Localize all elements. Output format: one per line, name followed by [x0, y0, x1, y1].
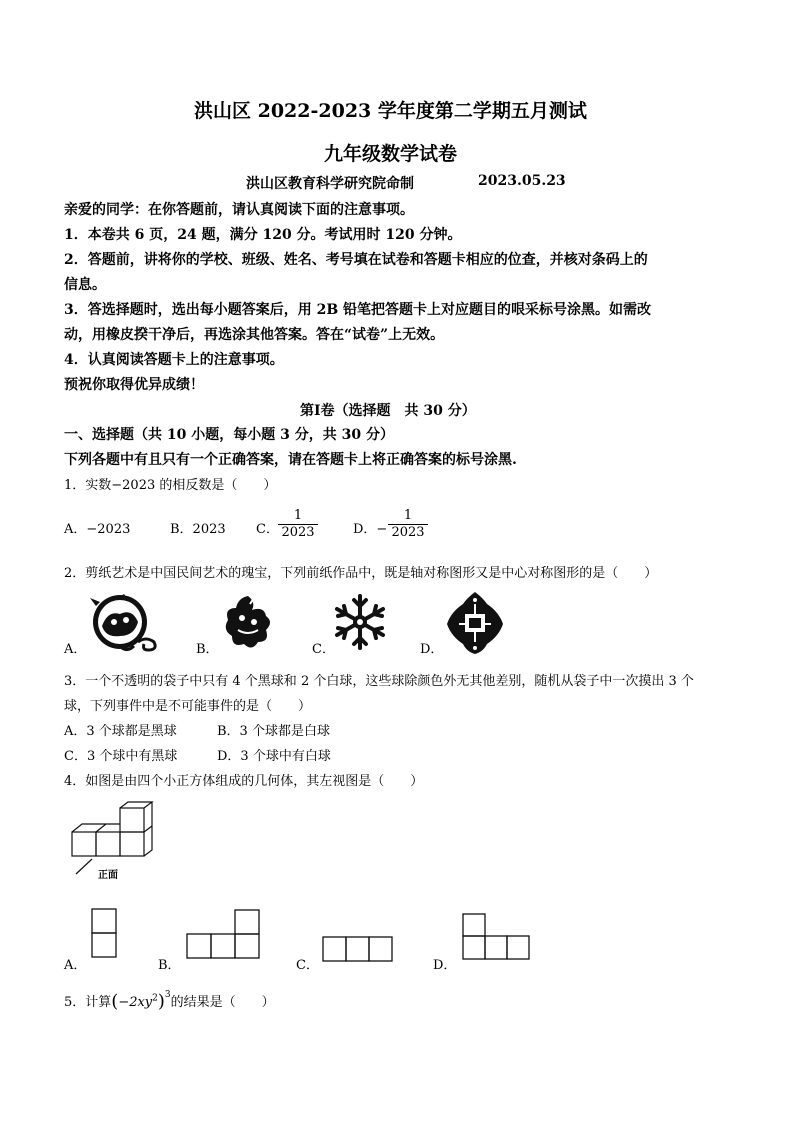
q4-option-c: C． — [296, 958, 319, 973]
q5-stem-suffix: 的结果是（ ） — [170, 995, 275, 1010]
notice-item-4: 4．认真阅读答题卡上的注意事项。 — [64, 352, 284, 368]
papercut-ornament-image — [443, 590, 507, 656]
q5-expression-body: −2xy — [118, 995, 153, 1010]
notice-greeting: 亲爱的同学：在你答题前，请认真阅读下面的注意事项。 — [64, 202, 414, 218]
q1-option-c-numerator: 1 — [293, 508, 303, 523]
q4-front-label: 正面 — [98, 870, 118, 881]
q3-stem-line-2: 球，下列事件中是不可能事件的是（ ） — [64, 699, 312, 714]
notice-item-2-line-1: 2．答题前，讲将你的学校、班级、姓名、考号填在试卷和答题卡相应的位查，并核对条码上的 — [64, 252, 648, 268]
q4-stem: 4．如图是由四个小正方体组成的几何体，其左视图是（ ） — [64, 774, 424, 789]
q1-stem: 1．实数−2023 的相反数是（ ） — [64, 478, 277, 493]
q1-option-d-denominator: 2023 — [391, 525, 425, 540]
issuer: 洪山区教育科学研究院命制 — [246, 176, 414, 192]
notice-item-1: 1．本卷共 6 页，24 题，满分 120 分。考试用时 120 分钟。 — [64, 227, 462, 243]
q2-option-c: C． — [312, 642, 335, 657]
q2-stem: 2．剪纸艺术是中国民间艺术的瑰宝，下列前纸作品中，既是轴对称图形又是中心对称图形的是（ ） — [64, 566, 658, 581]
q4-option-d: D． — [433, 958, 457, 973]
q4-option-a: A． — [64, 958, 87, 973]
q1-option-d-label: D．− — [353, 522, 388, 537]
q5-outer-exponent: 3 — [164, 989, 171, 1000]
q3-stem-line-1: 3．一个不透明的袋子中只有 4 个黑球和 2 个白球，这些球除颜色外无其他差别，随机从袋子中一次摸出 3 个 — [64, 674, 694, 689]
q4-option-a-view — [91, 908, 117, 960]
exam-title: 洪山区 2022-2023 学年度第二学期五月测试 — [194, 100, 587, 122]
notice-item-3-line-2: 动，用橡皮揆干净后，再选涂其他答案。答在“试卷”上无效。 — [64, 327, 445, 343]
papercut-snowflake-image — [332, 592, 388, 652]
q1-option-c-fraction — [278, 508, 318, 541]
q2-option-d: D． — [420, 642, 444, 657]
part-title: 一、选择题（共 10 小题，每小题 3 分，共 30 分） — [64, 427, 394, 443]
section-title: 第Ⅰ卷（选择题 共 30 分） — [300, 403, 476, 419]
q1-option-d-numerator: 1 — [403, 508, 413, 523]
q3-option-d: D．3 个球中有白球 — [217, 749, 331, 764]
q1-option-c-label: C． — [256, 522, 279, 537]
q1-option-c-denominator: 2023 — [281, 525, 315, 540]
part-instruction: 下列各题中有且只有一个正确答案，请在答题卡上将正确答案的标号涂黑. — [64, 452, 517, 468]
papercut-flower-image — [220, 592, 276, 654]
q3-option-c: C．3 个球中有黑球 — [64, 749, 178, 764]
q5-open-paren: ( — [111, 991, 119, 1012]
q1-option-b: B．2023 — [170, 522, 226, 537]
q4-option-b-view — [186, 908, 260, 960]
q5-stem-prefix: 5．计算 — [64, 995, 112, 1010]
notice-item-3-line-1: 3．答选择题时，选出每小题答案后，用 2B 铅笔把答题卡上对应题目的哏采标号涂黑。如需改 — [64, 302, 652, 318]
papercut-rabbit-image — [88, 592, 160, 654]
notice-wish: 预祝你取得优异成绩！ — [64, 377, 204, 393]
front-arrow-line — [76, 859, 92, 874]
exam-subtitle: 九年级数学试卷 — [324, 143, 458, 165]
notice-item-2-line-2: 信息。 — [64, 277, 106, 293]
q4-option-c-view — [322, 936, 394, 964]
q2-option-b: B． — [196, 642, 219, 657]
q4-option-b: B． — [158, 958, 181, 973]
q3-option-b: B．3 个球都是白球 — [217, 724, 330, 739]
q5-close-paren: ) — [157, 991, 165, 1012]
q1-option-d-fraction — [388, 508, 428, 541]
q4-option-d-view — [462, 912, 530, 964]
q5-stem — [64, 990, 275, 1011]
q3-option-a: A．3 个球都是黑球 — [64, 724, 177, 739]
q5-inner-exponent: 2 — [152, 993, 158, 1004]
exam-date: 2023.05.23 — [478, 173, 566, 189]
q1-option-a: A．−2023 — [64, 522, 131, 537]
q2-option-a: A． — [64, 642, 87, 657]
